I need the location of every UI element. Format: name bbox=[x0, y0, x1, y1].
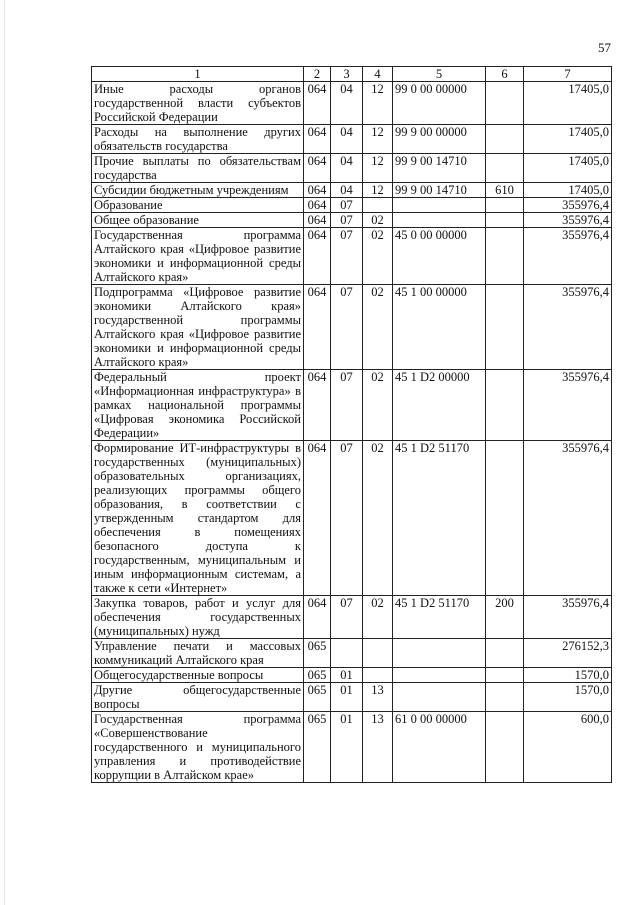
row-section: 04 bbox=[331, 154, 363, 183]
row-expense-type bbox=[486, 154, 524, 183]
row-name: Государственная программа Алтайского края «Цифровое развитие экономики и информационной среды Алтайского края» bbox=[92, 228, 304, 285]
column-header: 7 bbox=[524, 67, 612, 82]
row-expense-type bbox=[486, 712, 524, 783]
row-admin-code: 064 bbox=[304, 370, 331, 441]
budget-table bbox=[91, 66, 612, 783]
table-row bbox=[92, 125, 612, 154]
row-section: 07 bbox=[331, 441, 363, 596]
row-section: 07 bbox=[331, 596, 363, 639]
row-admin-code: 064 bbox=[304, 596, 331, 639]
table-row bbox=[92, 596, 612, 639]
row-section: 07 bbox=[331, 370, 363, 441]
row-admin-code: 064 bbox=[304, 125, 331, 154]
row-section: 07 bbox=[331, 198, 363, 213]
table-row bbox=[92, 712, 612, 783]
page-edge-shadow bbox=[4, 0, 5, 905]
table-row bbox=[92, 668, 612, 683]
row-name: Государственная программа «Совершенствование государственного и муниципального управления и противодействие коррупции в Алтайском крае» bbox=[92, 712, 304, 783]
row-subsection: 12 bbox=[363, 154, 393, 183]
row-expense-type bbox=[486, 82, 524, 125]
row-expense-type bbox=[486, 370, 524, 441]
row-target-article bbox=[393, 213, 486, 228]
row-target-article: 45 1 D2 51170 bbox=[393, 596, 486, 639]
table-row bbox=[92, 183, 612, 198]
row-target-article: 99 9 00 00000 bbox=[393, 125, 486, 154]
row-subsection: 12 bbox=[363, 183, 393, 198]
row-amount: 355976,4 bbox=[524, 596, 612, 639]
table-row bbox=[92, 228, 612, 285]
table-row bbox=[92, 639, 612, 668]
row-target-article: 45 1 D2 51170 bbox=[393, 441, 486, 596]
row-name: Другие общегосударственные вопросы bbox=[92, 683, 304, 712]
row-expense-type bbox=[486, 198, 524, 213]
table-row bbox=[92, 198, 612, 213]
page-number: 57 bbox=[598, 40, 611, 55]
table-row bbox=[92, 213, 612, 228]
row-name: Расходы на выполнение других обязательств государства bbox=[92, 125, 304, 154]
table-row bbox=[92, 441, 612, 596]
row-target-article bbox=[393, 198, 486, 213]
table-row bbox=[92, 82, 612, 125]
row-admin-code: 065 bbox=[304, 639, 331, 668]
row-section: 04 bbox=[331, 183, 363, 198]
row-admin-code: 064 bbox=[304, 228, 331, 285]
row-expense-type bbox=[486, 639, 524, 668]
row-subsection: 02 bbox=[363, 213, 393, 228]
row-amount: 355976,4 bbox=[524, 198, 612, 213]
row-target-article bbox=[393, 683, 486, 712]
row-subsection: 12 bbox=[363, 125, 393, 154]
row-amount: 355976,4 bbox=[524, 441, 612, 596]
row-admin-code: 065 bbox=[304, 683, 331, 712]
row-name: Общее образование bbox=[92, 213, 304, 228]
row-section: 04 bbox=[331, 82, 363, 125]
row-amount: 600,0 bbox=[524, 712, 612, 783]
row-target-article: 99 9 00 14710 bbox=[393, 183, 486, 198]
row-amount: 1570,0 bbox=[524, 683, 612, 712]
row-subsection: 13 bbox=[363, 683, 393, 712]
row-subsection: 13 bbox=[363, 712, 393, 783]
row-admin-code: 064 bbox=[304, 82, 331, 125]
row-expense-type bbox=[486, 683, 524, 712]
row-section: 04 bbox=[331, 125, 363, 154]
row-admin-code: 064 bbox=[304, 154, 331, 183]
row-section: 01 bbox=[331, 668, 363, 683]
row-expense-type bbox=[486, 125, 524, 154]
column-header: 2 bbox=[304, 67, 331, 82]
row-subsection bbox=[363, 639, 393, 668]
row-section: 07 bbox=[331, 213, 363, 228]
row-subsection: 12 bbox=[363, 82, 393, 125]
row-admin-code: 064 bbox=[304, 285, 331, 370]
column-header: 1 bbox=[92, 67, 304, 82]
row-name: Прочие выплаты по обязательствам государства bbox=[92, 154, 304, 183]
row-name: Федеральный проект «Информационная инфраструктура» в рамках национальной программы «Цифровая экономика Российской Федерации» bbox=[92, 370, 304, 441]
row-target-article: 45 0 00 00000 bbox=[393, 228, 486, 285]
row-expense-type bbox=[486, 668, 524, 683]
row-expense-type bbox=[486, 285, 524, 370]
table-header-row bbox=[92, 67, 612, 82]
row-amount: 17405,0 bbox=[524, 82, 612, 125]
row-target-article: 99 0 00 00000 bbox=[393, 82, 486, 125]
row-amount: 276152,3 bbox=[524, 639, 612, 668]
row-target-article bbox=[393, 639, 486, 668]
row-name: Подпрограмма «Цифровое развитие экономики Алтайского края» государственной программы Алтайского края «Цифровое развитие экономики и информационной среды Алтайского края» bbox=[92, 285, 304, 370]
row-amount: 355976,4 bbox=[524, 213, 612, 228]
row-expense-type bbox=[486, 441, 524, 596]
column-header: 5 bbox=[393, 67, 486, 82]
row-admin-code: 064 bbox=[304, 441, 331, 596]
row-name: Иные расходы органов государственной власти субъектов Российской Федерации bbox=[92, 82, 304, 125]
row-subsection: 02 bbox=[363, 228, 393, 285]
row-subsection: 02 bbox=[363, 441, 393, 596]
row-name: Образование bbox=[92, 198, 304, 213]
column-header: 6 bbox=[486, 67, 524, 82]
row-amount: 17405,0 bbox=[524, 125, 612, 154]
column-header: 3 bbox=[331, 67, 363, 82]
row-name: Субсидии бюджетным учреждениям bbox=[92, 183, 304, 198]
row-expense-type: 610 bbox=[486, 183, 524, 198]
row-expense-type bbox=[486, 228, 524, 285]
column-header: 4 bbox=[363, 67, 393, 82]
row-section: 07 bbox=[331, 228, 363, 285]
table-row bbox=[92, 285, 612, 370]
row-target-article: 61 0 00 00000 bbox=[393, 712, 486, 783]
row-subsection bbox=[363, 668, 393, 683]
row-target-article: 45 1 D2 00000 bbox=[393, 370, 486, 441]
row-section: 01 bbox=[331, 712, 363, 783]
row-amount: 17405,0 bbox=[524, 183, 612, 198]
row-name: Формирование ИТ-инфраструктуры в государственных (муниципальных) образовательных организациях, реализующих программы общего образования, в соответствии с утвержденным стандартом для обеспечения в помещениях безопасного доступа к государственным, муниципальным и иным информационным системам, а также к сети «Интернет» bbox=[92, 441, 304, 596]
row-amount: 17405,0 bbox=[524, 154, 612, 183]
row-amount: 355976,4 bbox=[524, 228, 612, 285]
row-admin-code: 064 bbox=[304, 198, 331, 213]
row-subsection bbox=[363, 198, 393, 213]
row-section: 07 bbox=[331, 285, 363, 370]
row-expense-type: 200 bbox=[486, 596, 524, 639]
row-amount: 1570,0 bbox=[524, 668, 612, 683]
row-subsection: 02 bbox=[363, 285, 393, 370]
row-name: Закупка товаров, работ и услуг для обеспечения государственных (муниципальных) нужд bbox=[92, 596, 304, 639]
row-expense-type bbox=[486, 213, 524, 228]
table-row bbox=[92, 683, 612, 712]
row-admin-code: 064 bbox=[304, 183, 331, 198]
row-admin-code: 065 bbox=[304, 712, 331, 783]
row-target-article bbox=[393, 668, 486, 683]
row-admin-code: 065 bbox=[304, 668, 331, 683]
row-section: 01 bbox=[331, 683, 363, 712]
row-subsection: 02 bbox=[363, 596, 393, 639]
row-name: Управление печати и массовых коммуникаций Алтайского края bbox=[92, 639, 304, 668]
row-target-article: 99 9 00 14710 bbox=[393, 154, 486, 183]
row-amount: 355976,4 bbox=[524, 370, 612, 441]
row-name: Общегосударственные вопросы bbox=[92, 668, 304, 683]
row-amount: 355976,4 bbox=[524, 285, 612, 370]
row-subsection: 02 bbox=[363, 370, 393, 441]
table-row bbox=[92, 370, 612, 441]
row-target-article: 45 1 00 00000 bbox=[393, 285, 486, 370]
row-section bbox=[331, 639, 363, 668]
table-row bbox=[92, 154, 612, 183]
row-admin-code: 064 bbox=[304, 213, 331, 228]
